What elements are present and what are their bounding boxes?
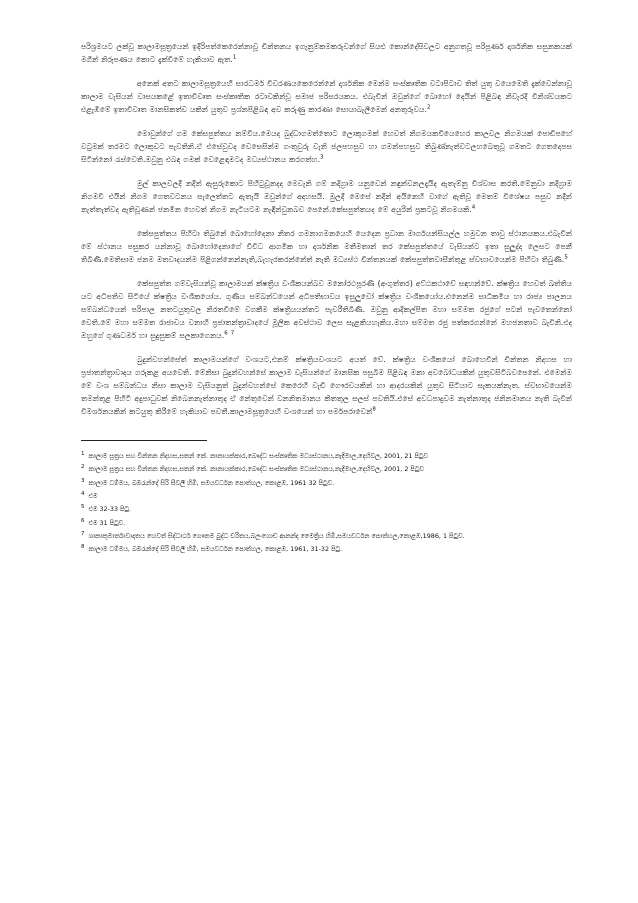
footnote-4: 4 එම xyxy=(81,490,98,501)
paragraph-1 xyxy=(81,40,572,66)
footnote-ref[interactable]: 4 xyxy=(471,204,476,211)
footnote-3: 3 කාලාම ධම්මය, බඹරැන්දේ සිරි සීවලී හිමි, සමයවර්ධන පොත්හල, කොළඹ, 1961 32 පිටුව. xyxy=(81,477,335,487)
footnote-divider xyxy=(81,440,207,441)
footnote-1: 1 කාලාම සූත්‍රය සහ චින්තන නිදහස,සතන් කේ. නානායක්කාර,බෞද්ධ සංස්කෘතික මධ්‍යස්ථානය,නැදිමාල,දෙහිවල, 2001, 21 පිටුව xyxy=(81,451,429,461)
paragraph-2 xyxy=(81,77,572,116)
footnote-ref[interactable]: 8 xyxy=(372,406,376,413)
footnote-ref[interactable]: 1 xyxy=(232,54,237,61)
paragraph-text: කේසපුත්තය පිහිටා තිබුනේ බොහෝදෙනා නිතර ගමනාගමනයෙහි යෙදෙන ප්‍රධාන මාර්ගයන්සියල්ල හමුවන තාවු ස්ථානයකය.එබැවින් මේ ස්ථානය පසුකර යන්නාවූ බොහෝදෙනාගේ විවිධ ආගමික හා දාර්ශනික මතීමතාන් තර කේසපුත්තයේ වැසියන්ට ඉතා සුලුද්ද ලෙසට පෙනී තිබිණි.මෙතිසාම ජනම මතවාදයන්ම පිළිගන්නෙන්නැති,බැහැරකරන්නේත් නැති මධ්‍යස්ථ චින්තනයක් කේසපුත්තවාසීන්තුළ ස්වභාවයෙන්ම පිහිටා තිබුණි. xyxy=(81,229,572,264)
paragraph-text: පරිශ්‍රමයට ලක්වූ කාලාමසූත්‍රයෙන් ඉදිරිපත්කෙරෙන්නාවූ චින්තනය ඉගැනුම්කමකරුවන්ගේ සියළු කොන්දේසිවලට අනුගතවූ පරිපූර්ණ දාර්ශනික සසුනකයක් මගින් නිරූපණය කොට දැක්වීමේ හැකියාව ඇත. xyxy=(81,42,572,64)
footnotes xyxy=(81,449,572,555)
paragraph-text: කේසපුත්ත ගම්වැසියන්වූ කාලාමයන් ක්ෂත්‍රිය වංශිකයන්බව මනෝරථපූරණී (අංගුත්තර) අට්ඨකථාවේ සඳහන්වේ. ක්ෂත්‍රිය හෙවත් ඛත්තිය යට අධිපතිව සිටියේ ක්ෂත්‍රිය වංශිකයෝය. ගුණිය සම්බන්ධයෙන් අධිපතිභාවය ඉසුලුවෝ ක්ෂත්‍රිය වංශිකයෝය.එනෙන්ම සාධිකමිය හා රාජ්‍ය පාලනය සම්බන්ධයෙන් පරිපාල නතටයුතුවල නිරතවීමේ වගකීම ක්ෂත්‍රියයන්තට පැවරීතිබිණි. ඔවුනු ආදිකල්පිත මහා සම්මත රජුගේ පටන් පැවතෙන්නෝ වෙති.මේ මහා සම්මත රාජාවය වනාහි ප්‍රජාතන්ත්‍රාවාදයේ මූලික අවස්ථාව ලෙස සැළකියහැකිය.මහා සම්මත රජු පත්කරගන්නේ මහජනතාව බැවිනි.එද ඔහුගේ ගුණධර්ම හා සුදුසුකම් සලකාගෙනය. xyxy=(81,279,572,340)
footnote-ref[interactable]: 5 xyxy=(564,254,568,261)
footnote-ref[interactable]: 3 xyxy=(320,154,324,161)
footnote-8: 8 කාලාම ධම්මය, බඹරැන්දේ සිරි සීවලී හිමි, සමයවර්ධන පොත්හල, කොළඹ, 1961, 31-32 පිටු. xyxy=(81,544,343,554)
paragraph-text: මොවුන්ගේ ගම කේසපුත්තය නම්විය.මෙයද බුද්ධාගමත්තොට ලොකුගමක් හෙවත් නිගමයකවියෙහෙර කාලවල නිගමයක් පොඩිපහේ වටුමක් තරමට ලොකුවට පැවතිනි.ඒ එසේවුවද වෙසෙසින්ම ගංතුවුරු වැනි ජලපහසුව හා ගමන්පහසුව තිබුණ්නැත්වටලහබෙතුවූ ගමතට ගෙතදෙපස සිටින්නෝ රැස්වෙති.ඔවුනු එබඳ ගමක් වෙළෙඳාමටද මධ්‍යස්ථානය කරගත්හ. xyxy=(81,129,572,164)
paragraph-4 xyxy=(81,177,572,216)
paragraph-5 xyxy=(81,227,572,266)
paragraph-7 xyxy=(81,353,572,418)
paragraph-6 xyxy=(81,277,572,342)
footnote-6: 6 එම 31 පිටුව. xyxy=(81,517,126,527)
footnote-2: 2 කාලාම සූත්‍රය සහ චින්තන නිදහස,සතන් කේ. නානායක්කාර,බෞද්ධ සංස්කෘතික මධ්‍යස්ථානය,නැදිමාල,දෙහිවල, 2001, 2 පිටුව xyxy=(81,464,424,474)
paragraph-text: මුල් කාලවලදී නදීන් ඇසුරුකොට පිහිටුවූනදද මෙවැනි ගම් නදිග්‍රාම යනුවෙන් නඳුන්වනලදැයිද ඇතැම්නු විශ්වාස කරති.මේනුවා නදිග්‍රාම නිගමවී එයින් නිගම ගෙතවටනය සැලෙත්තට ඇතැයි ඔවුන්ගේ අදහසයි. මුලදී මෙසේ නදීන් අයිනෙහි වාගේ ඇතිවූ මෙතම් විශේෂය පසුව නදීන් නැත්තැත්වද ඇතිවූණන් ජනමීන හෙවත් නිගම නැටියටම නැඳින්වුනබව පෙනේ.කේසපුත්තයද මේ අයුරින් ප්‍රකටවූ නිගමයකි. xyxy=(81,179,572,214)
footnote-ref[interactable]: 6 xyxy=(224,330,228,337)
footnote-7: 7 ශාකාකුමාර්තාවාදාතය හෙවත් සිද්ධාර්ථ ගෞතම බුද්ධ චරිතය,බලංගොඩ ආනන්ද මෛත්‍රිය හිමි,සමයවර්ධන පොත්හල,කොළඹ,1986, 1 පිටුව. xyxy=(81,530,465,541)
footnote-ref[interactable]: 7 xyxy=(230,330,235,337)
paragraph-text: බුදුන්වහන්සේත් කාලාමයන්ගේ වංශයට,එනම් ක්ෂත්‍රියවංශයට අයත් වේ. ක්ෂත්‍රිය වංශිකයෝ බොහෙවින් චින්තන නිදහස හා ප්‍රජාතන්ත්‍රාවාදය ගරුකළ අයවෙති. මේනිසා බුදුන්වහන්සේ කාලාම වැසියන්ගේ මානසික පසුබිම පිළිබඳ මනා අවබෝධයකින් යුතුවසිටිබවපෙනේ. එමෙන්ම මේ වංශ සම්බන්ධය නිසා කාලාම වැසියනුත් බුදුන්වහන්සේ කෙරෙහි වැඩි ගෞරවයකින් හා ආදරයකින් යුතුව සිටියාට සැකයක්නැත. ස්වභාවයෙන්ම තමන්තුළ පිහිටි අදුපාධුවක් නිබෙනනැත්නාතුද ඒ නේතුවෙන් වනනිතමානය කිතතුල සලස් පවතියි.එසේ අවධපාදුවම නැත්නාතුද ජනිනමානය නැති බැවින් විමර්ශනයකින් කටයුතු කිරීමේ හැකියාව පවතී.කාලාමසූත්‍රයෙහි වංශයෙන් හා පර්මපරාවෙන් xyxy=(81,355,572,416)
footnote-ref[interactable]: 2 xyxy=(427,104,431,111)
paragraph-text: අනෙක් අතට කාලාමසූත්‍රයෙහි සාරධර්ම විවරණයකෙරෙන්නේ දාර්ශනික මෙන්ම සංස්කෘතික වටාපිටාව තිත් යුතු වයෙමෙති දැක්වෙන්නාවූ කාලාම වැසියන් වාසයකළේ ඉතාවිවෘත සංස්කෘතික රටාවකින්වූ සමාජ පරිසරයකය. එබැවින් ඔවුන්ගේ බොහෝ දෙයින් පිළිබඳ නිවැරදි විනිශ්චයකට එළැඹීමේ ඉතාවිවෘත මානසිකත්ව යකින් යුතුව ප්‍රශ්නපිළිබඳ අව කරුණු කාරණා සොයාබැලීමෙන් අනතුරුවය. xyxy=(81,79,572,114)
footnote-5: 5 එම 32-33 පිටු. xyxy=(81,504,132,514)
paragraph-3 xyxy=(81,127,572,166)
